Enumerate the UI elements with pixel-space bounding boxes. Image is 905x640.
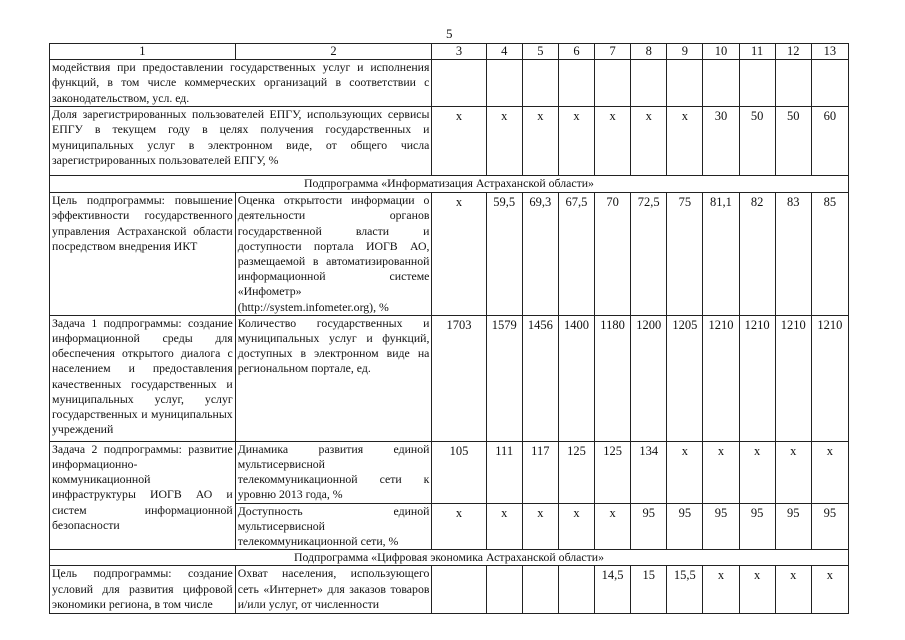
value-cell: 1456 [522,315,558,441]
value-cell: 72,5 [631,193,667,316]
value-cell: х [739,566,775,614]
value-cell: 50 [739,107,775,176]
value-cell: х [432,503,486,550]
value-cell: 69,3 [522,193,558,316]
value-cell: 134 [631,441,667,503]
value-cell: х [558,107,594,176]
value-cell: 125 [595,441,631,503]
value-cell: 50 [775,107,811,176]
header-cell: 2 [235,44,432,60]
value-cell: х [432,193,486,316]
table-row [50,107,849,176]
header-cell: 11 [739,44,775,60]
indicator-cell: Доступность единой мультисервисной телекоммуникационной сети, % [235,503,432,550]
value-cell [522,60,558,107]
value-cell: х [667,441,703,503]
value-cell: х [558,503,594,550]
value-cell: 59,5 [486,193,522,316]
value-cell: 111 [486,441,522,503]
value-cell: 30 [703,107,739,176]
indicator-cell: Оценка открытости информации о деятельности органов государственной власти и доступности портала ИОГВ АО, размещаемой в автоматизированной информационной системе «Инфометр» (http://system.infometer.org), % [235,193,432,316]
value-cell: 85 [811,193,848,316]
value-cell: 105 [432,441,486,503]
page-number: 5 [446,26,453,41]
value-cell: х [522,503,558,550]
table-row [50,441,849,503]
value-cell: х [486,107,522,176]
header-cell: 3 [432,44,486,60]
value-cell: 1579 [486,315,522,441]
header-cell: 13 [811,44,848,60]
value-cell: 95 [667,503,703,550]
value-cell: х [703,441,739,503]
value-cell: х [522,107,558,176]
header-cell: 4 [486,44,522,60]
value-cell [432,60,486,107]
value-cell [811,60,848,107]
value-cell: х [667,107,703,176]
value-cell: 60 [811,107,848,176]
value-cell [558,60,594,107]
value-cell: 1210 [775,315,811,441]
value-cell: 81,1 [703,193,739,316]
value-cell: 1210 [703,315,739,441]
value-cell: х [595,107,631,176]
value-cell: х [432,107,486,176]
value-cell: 1205 [667,315,703,441]
goal-cell: Цель подпрограммы: повышение эффективности государственного управления Астраханской области посредством внедрения ИКТ [50,193,236,316]
value-cell: х [739,441,775,503]
indicator-cell: модействия при предоставлении государственных услуг и исполнения функций, в том числе коммерческих организаций в соответствии с законодательством, усл. ед. [50,60,432,107]
value-cell: 95 [811,503,848,550]
value-cell: 70 [595,193,631,316]
value-cell: 95 [775,503,811,550]
value-cell: 67,5 [558,193,594,316]
indicator-cell: Количество государственных и муниципальных услуг и функций, доступных в электронном виде на региональном портале, ед. [235,315,432,441]
value-cell: 125 [558,441,594,503]
value-cell [631,60,667,107]
value-cell: х [775,566,811,614]
indicators-table [49,43,849,614]
value-cell: 1400 [558,315,594,441]
value-cell [667,60,703,107]
section-row [50,550,849,566]
header-row [50,44,849,60]
indicator-cell: Доля зарегистрированных пользователей ЕПГУ, использующих сервисы ЕПГУ в текущем году в целях получения государственных и муниципальных услуг в электронном виде, от общего числа зарегистрированных пользователей ЕПГУ, % [50,107,432,176]
value-cell: х [703,566,739,614]
value-cell: 1703 [432,315,486,441]
value-cell: 1200 [631,315,667,441]
value-cell [595,60,631,107]
goal-cell: Задача 2 подпрограммы: развитие информационно-коммуникационной инфраструктуры ИОГВ АО и систем информационной безопасности [50,441,236,549]
section-heading: Подпрограмма «Цифровая экономика Астраханской области» [50,550,849,566]
header-cell: 1 [50,44,236,60]
value-cell [522,566,558,614]
goal-cell: Задача 1 подпрограммы: создание информационной среды для обеспечения открытого диалога с населением и предоставления качественных государственных и муниципальных услуг, услуг государственных и муниципальных учреждений [50,315,236,441]
value-cell [486,60,522,107]
value-cell [432,566,486,614]
value-cell: 14,5 [595,566,631,614]
header-cell: 12 [775,44,811,60]
value-cell: 83 [775,193,811,316]
value-cell [739,60,775,107]
value-cell: 1210 [739,315,775,441]
value-cell: х [631,107,667,176]
section-row [50,176,849,193]
value-cell: 117 [522,441,558,503]
value-cell: 75 [667,193,703,316]
value-cell: х [486,503,522,550]
value-cell: 95 [703,503,739,550]
header-cell: 8 [631,44,667,60]
indicator-cell: Охват населения, использующего сеть «Интернет» для заказов товаров и/или услуг, от численности [235,566,432,614]
value-cell: 95 [739,503,775,550]
value-cell [558,566,594,614]
header-cell: 5 [522,44,558,60]
header-cell: 9 [667,44,703,60]
value-cell: 82 [739,193,775,316]
value-cell: 1180 [595,315,631,441]
value-cell [703,60,739,107]
value-cell: х [811,566,848,614]
table-row [50,60,849,107]
value-cell [486,566,522,614]
table-row [50,315,849,441]
section-heading: Подпрограмма «Информатизация Астраханской области» [50,176,849,193]
table-row [50,566,849,614]
goal-cell: Цель подпрограммы: создание условий для развития цифровой экономики региона, в том числе [50,566,236,614]
header-cell: 6 [558,44,594,60]
value-cell: 15,5 [667,566,703,614]
header-cell: 7 [595,44,631,60]
indicator-cell: Динамика развития единой мультисервисной телекоммуникационной сети к уровню 2013 года, % [235,441,432,503]
value-cell: 15 [631,566,667,614]
value-cell: х [595,503,631,550]
table-body [50,44,849,614]
table-row [50,193,849,316]
header-cell: 10 [703,44,739,60]
value-cell: х [811,441,848,503]
value-cell: 1210 [811,315,848,441]
value-cell: 95 [631,503,667,550]
value-cell: х [775,441,811,503]
value-cell [775,60,811,107]
